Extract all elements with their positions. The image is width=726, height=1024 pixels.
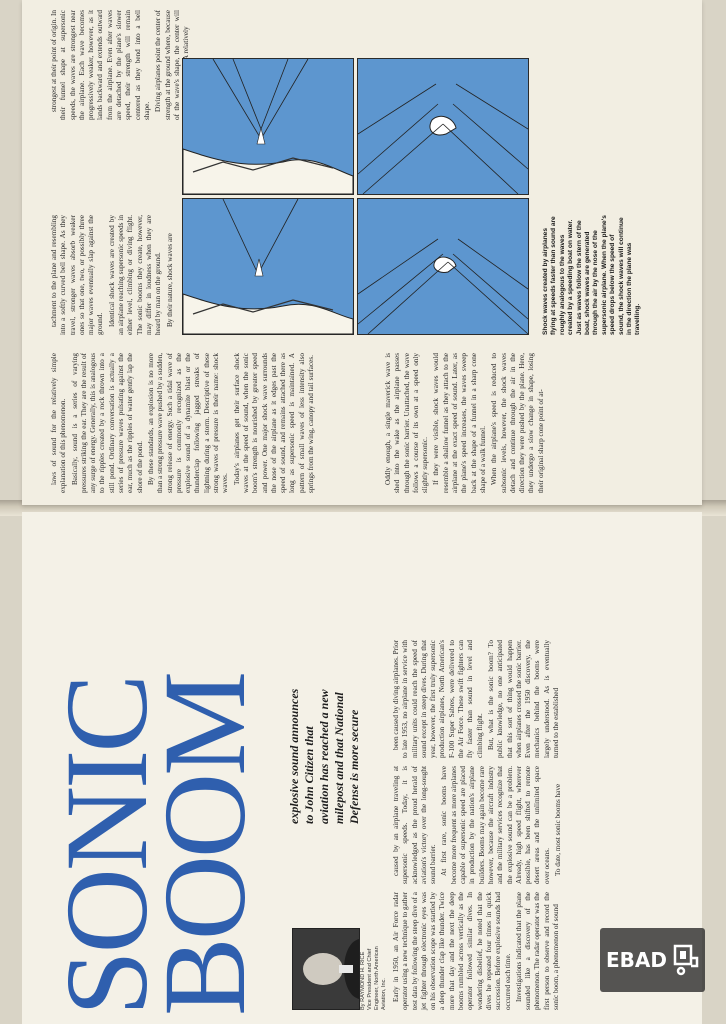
figure-boat-wake [357, 198, 529, 335]
paragraph: By these standards, an explosion is no more than a strong pressure wave pushed by a sudden, strong release of energy. Such a tidal wave of pressure is commonly recognized as the explosive sound of a dynamite blast or the thunderclap following jagged streaks of lightning during a storm. Descriptive of these strong waves of pressure is their name: shock waves. [146, 353, 230, 493]
author-photo [292, 928, 360, 1010]
paragraph: Investigations indicated that the plane sounded like a discovery of the phenomenon. The radar operator was the first person to observe and record the sonic boom, a phenomenon of sound [514, 892, 561, 1010]
top-col-3 [50, 10, 191, 120]
paragraph: caused by an airplane traveling at supersonic speeds. Today, it is acknowledged as the proud herald of aviation's victory over the long-sought sound barrier. [392, 766, 438, 884]
paragraph: Oddly enough, a single maverick wave is shed into the wake as the airplane passes through the sonic barrier. Unattached, the wave follows a course of its own at a speed only slightly supersonic. [384, 353, 430, 493]
figure-dive-plane-2 [182, 58, 354, 195]
ebad-watermark [600, 928, 705, 992]
figure-dive-plane [182, 198, 354, 335]
top-page [22, 0, 702, 505]
ebad-logo-icon [673, 944, 699, 976]
paragraph: When the airplane's speed is reduced to subsonic levels, however, the shock waves detach and continue through the air in the direction they were pushed by the plane. Here, they undergo a slow change in shape, losing their original sharp cone point of at- [490, 353, 545, 493]
paragraph: been caused by diving airplanes. Prior to late 1953, no airplane in service with military units could reach the speed of sound except in steep dives. During that year, however, the first truly supersonic production airplanes, North American's F-100 Super Sabres, were delivered to the Air Force. These swift fighters can fly faster than sound in level and climbing flight. [392, 640, 484, 758]
paragraph: Identical shock waves are created by an airplane reaching supersonic speeds in either level, climbing or diving flight. The sonic booms they create, however, may differ in loudness when they are heard by man on the ground. [107, 215, 163, 335]
paragraph: Diving airplanes point the center of strength at the ground where, because of the wave's shape, the center will relatively [154, 10, 191, 120]
boat-wake-illustration [358, 199, 528, 334]
top-col-1b [384, 353, 684, 493]
paragraph: To date, most sonic booms have [554, 783, 563, 876]
byline-name: By RAYMOND H. RICE [360, 951, 366, 1010]
ebad-label: EBAD [606, 948, 667, 972]
paragraph: strongest at their point of origin. In their funnel shape at supersonic speeds, the waves are strongest near the airplane. Each wave becomes progressively weaker, however, as it lands backward and extends outward from the airplane. Even after waves are detached by the plane's slower speed, their strength will remain centered as they bend into a bell shape. [50, 10, 151, 120]
paragraph: At first rare, sonic booms have become more frequent as more airplanes capable of supersonic speed are placed in production by the nation's airplane builders. Booms may again become rare however, because the aircraft industry and the military services recognize that the explosive sound can be a problem. Already, high speed flight, wherever possible, has been shifted to remote desert areas and the unlimited space over oceans. [440, 766, 551, 884]
byline [360, 930, 388, 1010]
bottom-col-3 [392, 640, 692, 758]
paragraph: If they were visible, shock waves would resemble a shallow funnel as they attach to the airplane at the exact speed of sound. Later, as the plane's speed increases, the waves sweep back at the shape of a funnel in a sharp cone shape of a walk funnel. [432, 353, 487, 493]
bottom-col-2 [392, 766, 692, 884]
dive-plane-waves-illustration [183, 59, 353, 194]
top-col-2 [50, 215, 180, 335]
top-page-rotated-content [22, 0, 702, 505]
paragraph: tachment to the plane and resembling into a softly curved bell shape. As they travel, stronger waves absorb weaker ones so that one, two, or possibly three major waves eventually slap against the ground. [50, 215, 105, 335]
subhead: explosive sound announces to John Citizen that aviation has reached a new milepost and that National Defense is more secure [287, 688, 361, 824]
figure-boat-wake-2 [357, 58, 529, 195]
article-title-line1: SONIC [41, 676, 172, 1016]
paragraph: Basically, sound is a series of varying pressures striking the ear. They are the result of any surge of energy. Generally, this is analogous to the ripples created by a rock thrown into a still pond. Ordinary conversation is actually a series of pressure waves pulsating against the ear, much as the ripples of water gently lap the shore of the pond. [70, 353, 144, 493]
paragraph: But, what is the sonic boom? To public knowledge, no one anticipated that this sort of thing would happen when airplanes crossed the sonic barrier. Even after the 1950 discovery, the mechanics behind the booms were largely understood. As is eventually turned to the established [486, 640, 561, 758]
paragraph: laws of sound for the relatively simple explanation of this phenomenon. [50, 353, 68, 493]
paragraph: Today's airplanes get their surface shock waves at the speed of sound, when the sonic boom's strength is nourished by greater speed and power. One major shock wave surrounds the nose of the airplane as it edges past the speed of sound, and remains attached there as long as supersonic speed is maintained. A pattern of small waves of less intensity also springs from the wing, canopy and tail surfaces. [232, 353, 316, 493]
top-col-1 [50, 353, 380, 493]
article-title-line2: BOOM [139, 673, 270, 1016]
dive-plane-illustration [183, 199, 353, 334]
boat-wake-fast-illustration [358, 59, 528, 194]
paragraph: Early in 1950, an Air Force radar operator using a new technique to gather test data by following the steep dive of a jet fighter through electronic eyes was on his observation scope was startled by a deep thunder clap like thunder. Twice more that day and the next the deep booms rumbled across vertically as the operator followed similar dives. In wondering disbelief, he noted that the dives he repeated four times in quick succession. Before explosive sounds had occurred each time. [392, 892, 512, 1010]
paragraph: By their nature, shock waves are [165, 233, 174, 327]
byline-title: Vice President and Chief Engineer, North American Aviation, Inc. [367, 946, 387, 1010]
figure-caption: Shock waves created by airplanes flying at speeds faster than sound are roughly analogous to the waves created by a speeding boat on water. Just as waves follow the stern of the boat, shock waves are generated through the air by the nose of the supersonic airplane. When the plane's speed drops below the speed of sound, the shock waves will continue in the direction the plane was travelling. [542, 215, 642, 335]
portrait-image [293, 929, 359, 1009]
